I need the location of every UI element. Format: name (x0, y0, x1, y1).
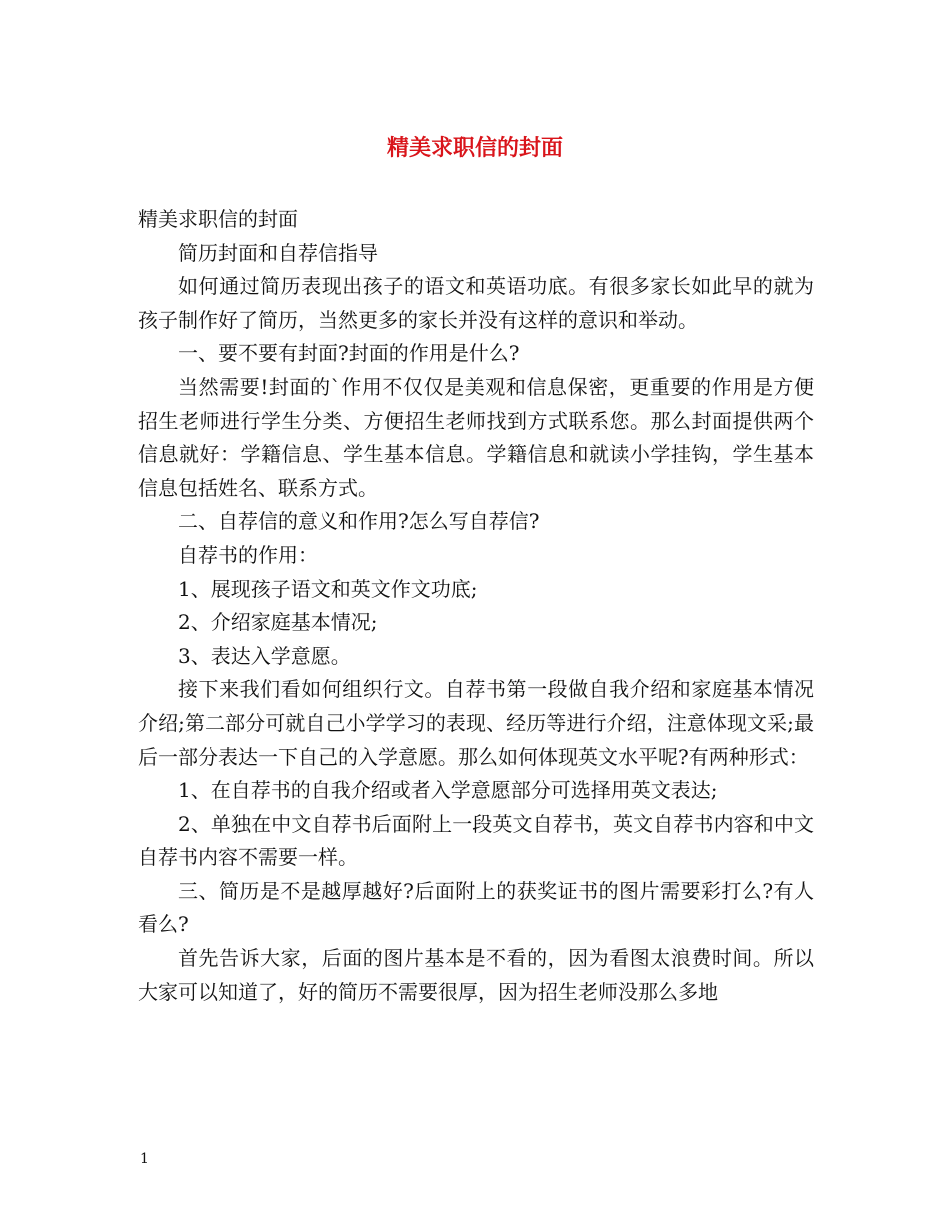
paragraph: 简历封面和自荐信指导 (178, 240, 378, 265)
paragraph: 接下来我们看如何组织行文。自荐书第一段做自我介绍和家庭基本情况介绍;第二部分可就自己小学学习的表现、经历等进行介绍，注意体现文采;最后一部分表达一下自己的入学意愿。那么如何体现英文水平呢?有两种形式： (138, 677, 814, 769)
paragraph: 1、展现孩子语文和英文作文功底; (178, 576, 478, 601)
document-title: 精美求职信的封面 (386, 135, 563, 161)
paragraph: 二、自荐信的意义和作用?怎么写自荐信? (178, 509, 540, 534)
paragraph: 精美求职信的封面 (138, 207, 298, 231)
paragraph: 三、简历是不是越厚越好?后面附上的获奖证书的图片需要彩打么?有人看么? (138, 878, 814, 937)
paragraph: 自荐书的作用： (178, 542, 318, 567)
paragraph: 3、表达入学意愿。 (178, 643, 351, 668)
paragraph: 2、介绍家庭基本情况; (178, 610, 378, 635)
document-body (138, 203, 814, 1009)
paragraph: 一、要不要有封面?封面的作用是什么? (178, 341, 520, 366)
page-number: 1 (140, 1151, 149, 1167)
paragraph: 首先告诉大家，后面的图片基本是不看的，因为看图太浪费时间。所以大家可以知道了，好的简历不需要很厚，因为招生老师没那么多地 (138, 946, 814, 1004)
paragraph: 1、在自荐书的自我介绍或者入学意愿部分可选择用英文表达; (178, 778, 718, 803)
paragraph: 2、单独在中文自荐书后面附上一段英文自荐书，英文自荐书内容和中文自荐书内容不需要一样。 (138, 811, 814, 870)
paragraph: 当然需要!封面的`作用不仅仅是美观和信息保密，更重要的作用是方便招生老师进行学生分类、方便招生老师找到方式联系您。那么封面提供两个信息就好：学籍信息、学生基本信息。学籍信息和就读小学挂钩，学生基本信息包括姓名、联系方式。 (138, 374, 814, 500)
paragraph: 如何通过简历表现出孩子的语文和英语功底。有很多家长如此早的就为孩子制作好了简历，当然更多的家长并没有这样的意识和举动。 (138, 274, 814, 332)
